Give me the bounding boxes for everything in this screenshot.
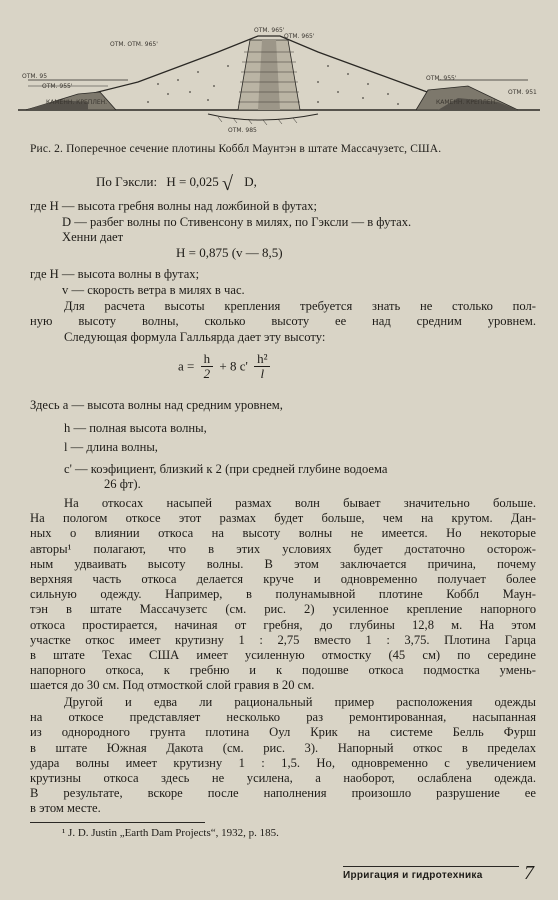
fraction-h-over-2 <box>201 352 214 381</box>
footnote: ¹ J. D. Justin „Earth Dam Projects“, 1932, p. 185. <box>62 827 279 839</box>
dam-cross-section-figure <box>18 22 540 134</box>
where-line-1: где H — высота гребня волны над ложбиной в футах; <box>30 199 317 213</box>
paragraph-line: удара волны имеет крутизну 1 : 1,5. Но, одновременно с увеличением <box>30 755 536 770</box>
where-line-3: где H — высота волны в футах; <box>30 267 200 281</box>
paragraph-line: напорного откоса, к гребню и к подошве откоса подмостка умень- <box>30 663 536 678</box>
fraction-denominator: 2 <box>203 366 211 381</box>
paragraph-line: На откосах насыпей размах волн бывает значительно больше. <box>64 496 536 510</box>
def-line-4: c' — коэфициент, близкий к 2 (при средней глубине водоема <box>64 462 388 476</box>
henny-line: Хенни дает <box>62 230 124 244</box>
figure-label-bottom: ОТМ. 985 <box>228 127 257 134</box>
fraction-h2-over-l <box>254 352 270 381</box>
paragraph-line: шается до 30 см. Под отмосткой слой гравия в 20 см. <box>30 678 315 693</box>
paragraph-line: в штате Техас США имеет усиленную отмостку (45 см) по середине <box>30 648 536 663</box>
henny-formula: H = 0,875 (v — 8,5) <box>176 245 283 260</box>
gaillard-formula <box>178 352 273 381</box>
fraction-numerator: h <box>201 352 214 367</box>
figure-caption: Рис. 2. Поперечное сечение плотины Коббл Маунтэн в штате Массачузетс, США. <box>30 143 442 155</box>
paragraph-line: верхняя часть откоса делается круче и одновременно получает более <box>30 572 536 587</box>
figure-label-right-mid: ОТМ. 951 <box>508 89 537 96</box>
figure-label-top: ОТМ. 965' <box>254 27 285 34</box>
huxley-formula <box>96 173 257 196</box>
figure-label-right-upper: ОТМ. 965' <box>284 33 315 40</box>
para1-line: Для расчета высоты крепления требуется знать не столько пол- <box>64 299 536 313</box>
formula-rhs: D, <box>244 174 257 189</box>
formula-intro: По Гэксли: <box>96 174 158 189</box>
figure-label-left-upper: ОТМ. ОТМ. 965' <box>110 41 158 48</box>
paragraph-2 <box>30 496 536 694</box>
gaillard-lhs: a = <box>178 358 195 374</box>
paragraph-line: авторы¹ полагают, что в этих условиях будет достаточно осторож- <box>30 541 536 556</box>
paragraph-line: откоса простирается, начиная от гребня, до глубины 12,8 м. На этом <box>30 617 536 632</box>
fraction-denominator: l <box>260 366 265 381</box>
para1-line-3: Следующая формула Галльярда дает эту высоту: <box>64 330 326 344</box>
figure-label-right-lower: КАМЕНН. КРЕПЛЕН. <box>436 99 498 106</box>
paragraph-line: ных о влиянии откоса на высоту волны не имеется. Но некоторые <box>30 526 536 541</box>
formula-lhs: H = 0,025 <box>166 174 219 189</box>
sqrt-symbol: √ <box>222 173 234 195</box>
fraction-numerator: h² <box>254 352 270 367</box>
paragraph-line: участке откос имеет крутизну 1 : 2,75 вместо 1 : 3,75. Плотина Гарца <box>30 632 536 647</box>
paragraph-line: на откосе представляет несколько раз ремонтированная, насыпанная <box>30 710 536 725</box>
paragraph-line: крутизны откоса здесь не усилена, а наоборот, ослаблена одежда. <box>30 771 536 786</box>
paragraph-line: из однородного грунта плотина Оул Крик на системе Белль Фурш <box>30 725 536 740</box>
where-line-2: D — разбег волны по Стивенсону в милях, по Гэксли — в футах. <box>62 215 412 229</box>
where-line-4: v — скорость ветра в милях в час. <box>62 283 245 297</box>
paragraph-line: В результате, вскоре после наполнения произошло разрушение ее <box>30 786 536 801</box>
paragraph-line: Другой и едва ли рациональный пример расположения одежды <box>64 695 536 709</box>
para1-line: ную высоту волны, сколько высоту ее над средним уровнем. <box>30 314 536 329</box>
gaillard-mid: + 8 c' <box>219 358 248 374</box>
footnote-rule <box>30 822 205 823</box>
paragraph-line: ным удваивать высоту волны. В этом заключается причина, почему <box>30 556 536 571</box>
paragraph-line: тэн в штате Массачузетс (см. рис. 2) усиленное крепление напорного <box>30 602 536 617</box>
def-line-2: h — полная высота волны, <box>64 421 207 435</box>
running-footer: Ирригация и гидротехника <box>343 870 483 881</box>
figure-label-left-mid2: ОТМ. 955' <box>42 83 73 90</box>
footer-rule <box>343 866 519 867</box>
def-line-1: Здесь a — высота волны над средним уровнем, <box>30 398 283 412</box>
paragraph-3 <box>30 695 536 817</box>
paragraph-line: в штате Южная Дакота (см. рис. 3). Напорный откос в пределах <box>30 740 536 755</box>
def-line-3: l — длина волны, <box>64 440 158 454</box>
paragraph-line: сильную одежду. Например, в полунамывной плотине Коббл Маун- <box>30 587 536 602</box>
paragraph-line: На пологом откосе этот размах будет больше, чем на крутом. Дан- <box>30 511 536 526</box>
page-number: 7 <box>524 862 534 884</box>
def-line-5: 26 фт). <box>104 477 141 491</box>
paragraph-1 <box>30 299 536 329</box>
figure-label-left-mid: ОТМ. 95 <box>22 73 48 80</box>
paragraph-line: в этом месте. <box>30 801 101 816</box>
figure-label-left-lower: КАМЕНН. КРЕПЛЕН. <box>46 99 108 106</box>
figure-label-right-low: ОТМ. 955' <box>426 75 457 82</box>
